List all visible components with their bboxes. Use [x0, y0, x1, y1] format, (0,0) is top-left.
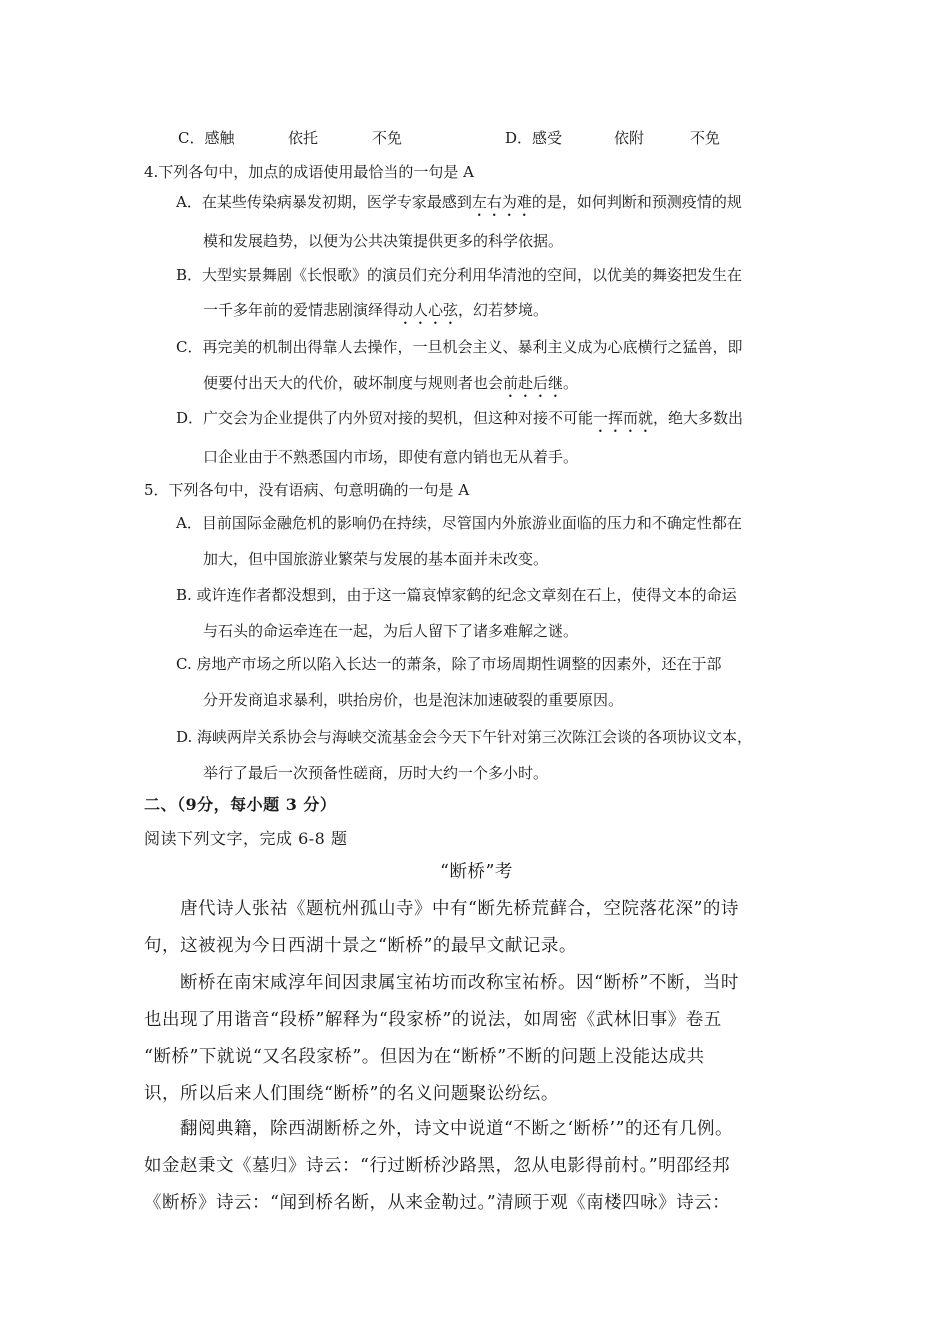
q3-option-d-word3: 不免: [690, 129, 721, 147]
q4-option-b-line2: [203, 300, 548, 328]
article-line: 如金赵秉文《墓归》诗云：“行过断桥沙路黑，忽从电影得前村。”明邵经邦: [144, 1156, 731, 1176]
q4-d-text: D．广交会为企业提供了内外贸对接的契机，但这种对接不可能: [176, 409, 594, 427]
q3-option-c-label: C．感触: [178, 129, 235, 147]
q5-option-b-line2: 与石头的命运牵连在一起，为后人留下了诸多难解之谜。: [203, 622, 579, 640]
q4-option-c-line1: C．再完美的机制出得靠人去操作，一旦机会主义、暴利主义成为心底横行之猛兽，即: [176, 338, 743, 356]
q4-d-text-post: ，绝大多数出: [653, 409, 744, 427]
article-line: “断桥”下就说“又名段家桥”。但因为在“断桥”不断的问题上没能达成共: [144, 1047, 705, 1067]
q5-option-a-line1: A．目前国际金融危机的影响仍在持续，尽管国内外旅游业面临的压力和不确定性都在: [176, 514, 742, 532]
q4-stem: 4.下列各句中，加点的成语使用最恰当的一句是 A: [144, 163, 474, 181]
article-line: 识，所以后来人们围绕“断桥”的名义问题聚讼纷纭。: [144, 1084, 559, 1104]
q4-option-c-line2: [203, 373, 578, 401]
q4-option-a-line2: 模和发展趋势，以便为公共决策提供更多的科学依据。: [203, 232, 564, 250]
q3-option-c-word2: 依托: [288, 129, 319, 147]
q5-option-b-line1: B. 或许连作者都没想到，由于这一篇哀悼家鹤的纪念文章刻在石上，使得文本的命运: [176, 586, 737, 604]
article-line: 也出现了用谐音“段桥”解释为“段家桥”的说法，如周密《武林旧事》卷五: [144, 1010, 722, 1030]
q5-option-d-line2: 举行了最后一次预备性磋商，历时大约一个多小时。: [203, 764, 549, 782]
reading-instruction: 阅读下列文字，完成 6-8 题: [144, 829, 348, 848]
article-title: “断桥”考: [440, 862, 513, 882]
q4-c-text-post: 。: [563, 374, 579, 392]
q3-option-c-word3: 不免: [372, 129, 403, 147]
q4-option-d-line1: [176, 408, 743, 436]
article-line: 《断桥》诗云：“闻到桥名断，从来金勒过。”清顾于观《南楼四咏》诗云：: [144, 1193, 731, 1213]
q5-option-c-line2: 分开发商追求暴利，哄抬房价，也是泡沫加速破裂的重要原因。: [203, 691, 624, 709]
article-line: 唐代诗人张祜《题杭州孤山寺》中有“断先桥荒藓合，空院落花深”的诗: [180, 899, 739, 919]
q4-b-dotted-idiom: 动人心弦: [398, 301, 459, 319]
q4-a-dotted-idiom: 左右为难: [471, 193, 532, 211]
q4-b-text-post: ，幻若梦境。: [458, 301, 549, 319]
q5-option-a-line2: 加大，但中国旅游业繁荣与发展的基本面并未改变。: [203, 550, 549, 568]
q4-d-dotted-idiom: 一挥而就: [593, 409, 654, 427]
q4-c-text: 便要付出天大的代价，破坏制度与规则者也会: [203, 374, 504, 392]
q4-c-dotted-idiom: 前赴后继: [503, 374, 564, 392]
q3-option-d-label: D．感受: [505, 129, 563, 147]
article-line: 断桥在南宋咸淳年间因隶属宝祐坊而改称宝祐桥。因“断桥”不断，当时: [180, 973, 739, 993]
q4-option-a-line1: [176, 192, 742, 220]
article-line: 翻阅典籍，除西湖断桥之外，诗文中说道“不断之‘断桥’”的还有几例。: [180, 1119, 734, 1139]
q5-stem: 5．下列各句中，没有语病、句意明确的一句是 A: [144, 481, 470, 499]
q4-a-text: A．在某些传染病暴发初期，医学专家最感到: [176, 193, 472, 211]
q4-option-d-line2: 口企业由于不熟悉国内市场，即使有意内销也无从着手。: [203, 448, 579, 466]
q4-a-text-post: 的是，如何判断和预测疫情的规: [531, 193, 742, 211]
q3-option-d-word2: 依附: [614, 129, 645, 147]
q5-option-c-line1: C. 房地产市场之所以陷入长达一的萧条，除了市场周期性调整的因素外，还在于部: [176, 655, 722, 673]
article-line: 句，这被视为今日西湖十景之“断桥”的最早文献记录。: [144, 936, 577, 956]
section-2-heading: 二、（9分，每小题 3 分）: [144, 795, 337, 814]
q5-option-d-line1: D. 海峡两岸关系协会与海峡交流基金会今天下午针对第三次陈江会谈的各项协议文本，: [176, 728, 753, 746]
q4-option-b-line1: B．大型实景舞剧《长恨歌》的演员们充分利用华清池的空间，以优美的舞姿把发生在: [176, 266, 743, 284]
q4-b-text: 一千多年前的爱情悲剧演绎得: [203, 301, 399, 319]
